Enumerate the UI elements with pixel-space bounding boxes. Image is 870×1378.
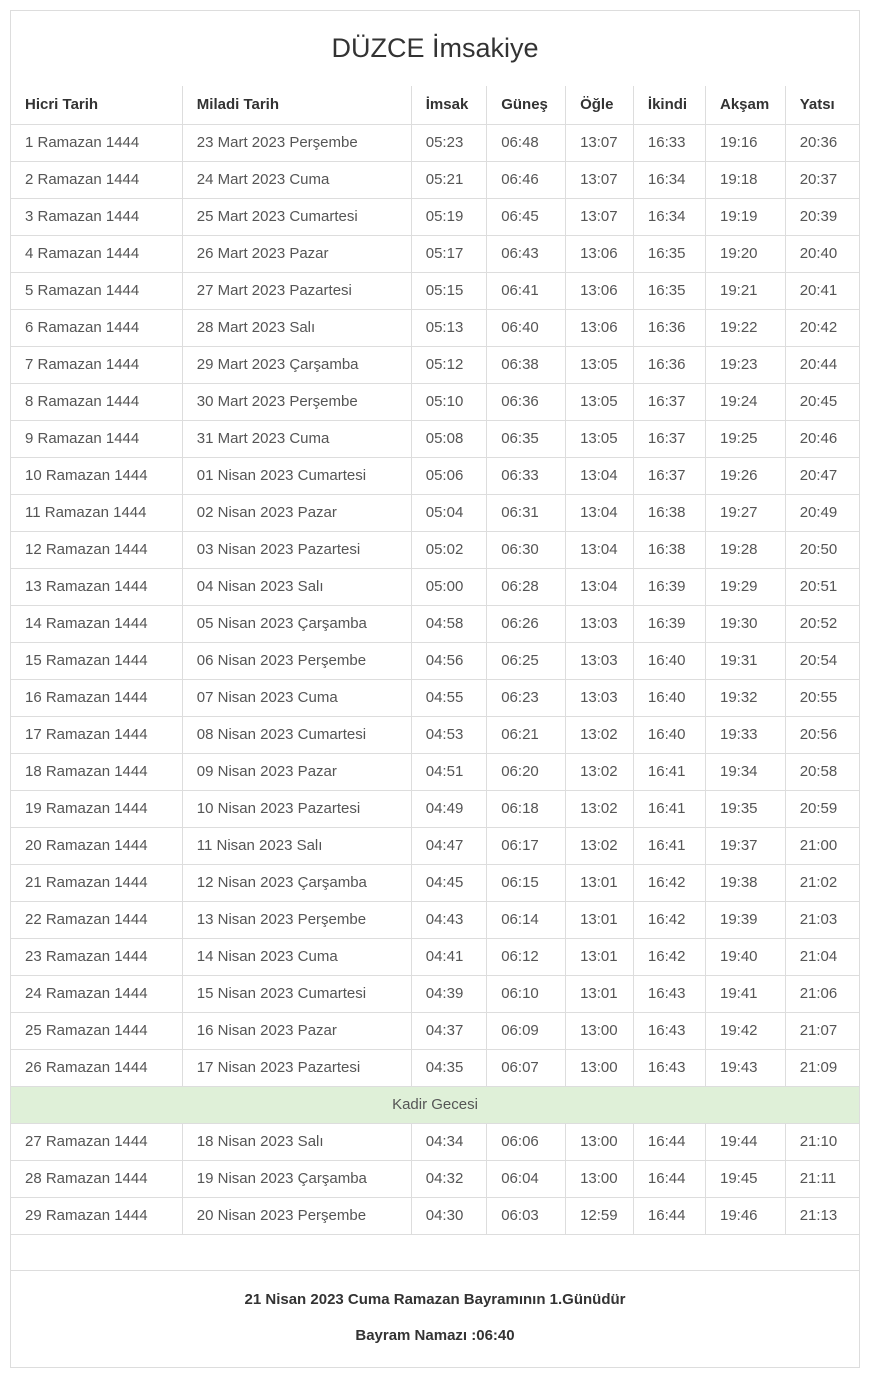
imsak-cell: 04:45: [411, 864, 486, 901]
yatsi-cell: 20:56: [785, 716, 859, 753]
ogle-cell: 13:02: [566, 790, 634, 827]
imsak-cell: 05:21: [411, 161, 486, 198]
ikindi-cell: 16:44: [633, 1197, 705, 1234]
ikindi-cell: 16:37: [633, 383, 705, 420]
table-row: [11, 420, 859, 457]
bayram-namazi-time: Bayram Namazı :06:40: [355, 1327, 515, 1344]
miladi-cell: 20 Nisan 2023 Perşembe: [182, 1197, 411, 1234]
gunes-cell: 06:48: [487, 124, 566, 161]
table-row: [11, 457, 859, 494]
column-header-ogle: Öğle: [566, 86, 634, 124]
gunes-cell: 06:30: [487, 531, 566, 568]
header-row: [11, 86, 859, 124]
ikindi-cell: 16:44: [633, 1160, 705, 1197]
gunes-cell: 06:10: [487, 975, 566, 1012]
miladi-cell: 26 Mart 2023 Pazar: [182, 235, 411, 272]
yatsi-cell: 20:59: [785, 790, 859, 827]
ogle-cell: 13:06: [566, 309, 634, 346]
aksam-cell: 19:16: [705, 124, 785, 161]
yatsi-cell: 21:11: [785, 1160, 859, 1197]
column-header-hicri-tarih: Hicri Tarih: [11, 86, 182, 124]
aksam-cell: 19:44: [705, 1123, 785, 1160]
hicri-cell: 16 Ramazan 1444: [11, 679, 182, 716]
hicri-cell: 19 Ramazan 1444: [11, 790, 182, 827]
table-row: [11, 938, 859, 975]
yatsi-cell: 20:52: [785, 605, 859, 642]
ikindi-cell: 16:40: [633, 679, 705, 716]
gunes-cell: 06:31: [487, 494, 566, 531]
imsak-cell: 05:08: [411, 420, 486, 457]
imsak-cell: 04:32: [411, 1160, 486, 1197]
aksam-cell: 19:40: [705, 938, 785, 975]
table-row: [11, 161, 859, 198]
yatsi-cell: 21:02: [785, 864, 859, 901]
yatsi-cell: 20:45: [785, 383, 859, 420]
ikindi-cell: 16:42: [633, 864, 705, 901]
imsak-cell: 04:58: [411, 605, 486, 642]
yatsi-cell: 20:44: [785, 346, 859, 383]
miladi-cell: 28 Mart 2023 Salı: [182, 309, 411, 346]
ikindi-cell: 16:39: [633, 605, 705, 642]
gunes-cell: 06:12: [487, 938, 566, 975]
aksam-cell: 19:26: [705, 457, 785, 494]
ogle-cell: 13:04: [566, 457, 634, 494]
column-header-imsak: İmsak: [411, 86, 486, 124]
ogle-cell: 13:06: [566, 235, 634, 272]
miladi-cell: 03 Nisan 2023 Pazartesi: [182, 531, 411, 568]
gunes-cell: 06:35: [487, 420, 566, 457]
ogle-cell: 13:02: [566, 827, 634, 864]
hicri-cell: 23 Ramazan 1444: [11, 938, 182, 975]
miladi-cell: 02 Nisan 2023 Pazar: [182, 494, 411, 531]
table-row: [11, 679, 859, 716]
gunes-cell: 06:40: [487, 309, 566, 346]
aksam-cell: 19:29: [705, 568, 785, 605]
imsak-cell: 04:34: [411, 1123, 486, 1160]
table-row: [11, 124, 859, 161]
table-row: [11, 272, 859, 309]
yatsi-cell: 21:13: [785, 1197, 859, 1234]
table-row: [11, 1012, 859, 1049]
ogle-cell: 13:05: [566, 383, 634, 420]
ikindi-cell: 16:43: [633, 975, 705, 1012]
miladi-cell: 13 Nisan 2023 Perşembe: [182, 901, 411, 938]
yatsi-cell: 20:47: [785, 457, 859, 494]
table-row: [11, 346, 859, 383]
miladi-cell: 08 Nisan 2023 Cumartesi: [182, 716, 411, 753]
hicri-cell: 29 Ramazan 1444: [11, 1197, 182, 1234]
imsak-cell: 04:39: [411, 975, 486, 1012]
imsak-cell: 05:23: [411, 124, 486, 161]
yatsi-cell: 20:50: [785, 531, 859, 568]
aksam-cell: 19:43: [705, 1049, 785, 1086]
ikindi-cell: 16:41: [633, 790, 705, 827]
column-header-yatsi: Yatsı: [785, 86, 859, 124]
ogle-cell: 13:07: [566, 198, 634, 235]
ogle-cell: 13:02: [566, 753, 634, 790]
yatsi-cell: 20:55: [785, 679, 859, 716]
table-row: [11, 1160, 859, 1197]
ikindi-cell: 16:40: [633, 642, 705, 679]
hicri-cell: 21 Ramazan 1444: [11, 864, 182, 901]
hicri-cell: 28 Ramazan 1444: [11, 1160, 182, 1197]
gunes-cell: 06:09: [487, 1012, 566, 1049]
imsak-cell: 05:17: [411, 235, 486, 272]
ikindi-cell: 16:42: [633, 938, 705, 975]
miladi-cell: 17 Nisan 2023 Pazartesi: [182, 1049, 411, 1086]
column-header-aksam: Akşam: [705, 86, 785, 124]
table-row: [11, 568, 859, 605]
gunes-cell: 06:45: [487, 198, 566, 235]
ikindi-cell: 16:38: [633, 494, 705, 531]
ogle-cell: 13:03: [566, 642, 634, 679]
hicri-cell: 15 Ramazan 1444: [11, 642, 182, 679]
hicri-cell: 7 Ramazan 1444: [11, 346, 182, 383]
footer-note: [11, 1270, 859, 1367]
hicri-cell: 4 Ramazan 1444: [11, 235, 182, 272]
imsak-cell: 05:12: [411, 346, 486, 383]
miladi-cell: 11 Nisan 2023 Salı: [182, 827, 411, 864]
ikindi-cell: 16:35: [633, 272, 705, 309]
ikindi-cell: 16:34: [633, 161, 705, 198]
yatsi-cell: 20:36: [785, 124, 859, 161]
gunes-cell: 06:41: [487, 272, 566, 309]
ikindi-cell: 16:43: [633, 1049, 705, 1086]
miladi-cell: 15 Nisan 2023 Cumartesi: [182, 975, 411, 1012]
hicri-cell: 12 Ramazan 1444: [11, 531, 182, 568]
yatsi-cell: 20:54: [785, 642, 859, 679]
gunes-cell: 06:03: [487, 1197, 566, 1234]
miladi-cell: 24 Mart 2023 Cuma: [182, 161, 411, 198]
table-row: [11, 1049, 859, 1086]
gunes-cell: 06:04: [487, 1160, 566, 1197]
imsak-cell: 04:51: [411, 753, 486, 790]
gunes-cell: 06:33: [487, 457, 566, 494]
hicri-cell: 11 Ramazan 1444: [11, 494, 182, 531]
ogle-cell: 13:03: [566, 605, 634, 642]
aksam-cell: 19:42: [705, 1012, 785, 1049]
ogle-cell: 13:01: [566, 901, 634, 938]
ikindi-cell: 16:38: [633, 531, 705, 568]
imsakiye-card: [10, 10, 860, 1368]
gunes-cell: 06:43: [487, 235, 566, 272]
column-header-miladi-tarih: Miladi Tarih: [182, 86, 411, 124]
ogle-cell: 13:05: [566, 346, 634, 383]
imsak-cell: 05:19: [411, 198, 486, 235]
miladi-cell: 14 Nisan 2023 Cuma: [182, 938, 411, 975]
yatsi-cell: 20:41: [785, 272, 859, 309]
table-row: [11, 642, 859, 679]
imsak-cell: 04:49: [411, 790, 486, 827]
miladi-cell: 30 Mart 2023 Perşembe: [182, 383, 411, 420]
imsak-cell: 04:56: [411, 642, 486, 679]
yatsi-cell: 20:49: [785, 494, 859, 531]
page-title: DÜZCE İmsakiye: [331, 33, 539, 63]
miladi-cell: 04 Nisan 2023 Salı: [182, 568, 411, 605]
kadir-gecesi-row: [11, 1086, 859, 1123]
yatsi-cell: 20:46: [785, 420, 859, 457]
imsak-cell: 04:41: [411, 938, 486, 975]
ikindi-cell: 16:35: [633, 235, 705, 272]
hicri-cell: 1 Ramazan 1444: [11, 124, 182, 161]
hicri-cell: 24 Ramazan 1444: [11, 975, 182, 1012]
yatsi-cell: 20:39: [785, 198, 859, 235]
yatsi-cell: 21:10: [785, 1123, 859, 1160]
imsak-cell: 05:13: [411, 309, 486, 346]
aksam-cell: 19:25: [705, 420, 785, 457]
ikindi-cell: 16:37: [633, 457, 705, 494]
aksam-cell: 19:39: [705, 901, 785, 938]
table-row: [11, 716, 859, 753]
hicri-cell: 25 Ramazan 1444: [11, 1012, 182, 1049]
yatsi-cell: 21:06: [785, 975, 859, 1012]
gunes-cell: 06:23: [487, 679, 566, 716]
hicri-cell: 17 Ramazan 1444: [11, 716, 182, 753]
aksam-cell: 19:32: [705, 679, 785, 716]
aksam-cell: 19:45: [705, 1160, 785, 1197]
gunes-cell: 06:06: [487, 1123, 566, 1160]
ogle-cell: 13:00: [566, 1160, 634, 1197]
imsak-cell: 04:30: [411, 1197, 486, 1234]
ogle-cell: 13:00: [566, 1049, 634, 1086]
hicri-cell: 10 Ramazan 1444: [11, 457, 182, 494]
table-header: [11, 86, 859, 124]
ogle-cell: 13:01: [566, 975, 634, 1012]
miladi-cell: 01 Nisan 2023 Cumartesi: [182, 457, 411, 494]
gunes-cell: 06:21: [487, 716, 566, 753]
ikindi-cell: 16:41: [633, 827, 705, 864]
ikindi-cell: 16:44: [633, 1123, 705, 1160]
yatsi-cell: 21:03: [785, 901, 859, 938]
prayer-times-table: [11, 86, 859, 1270]
aksam-cell: 19:37: [705, 827, 785, 864]
ogle-cell: 13:03: [566, 679, 634, 716]
imsak-cell: 04:35: [411, 1049, 486, 1086]
column-header-ikindi: İkindi: [633, 86, 705, 124]
aksam-cell: 19:38: [705, 864, 785, 901]
column-header-gunes: Güneş: [487, 86, 566, 124]
hicri-cell: 2 Ramazan 1444: [11, 161, 182, 198]
ikindi-cell: 16:40: [633, 716, 705, 753]
miladi-cell: 19 Nisan 2023 Çarşamba: [182, 1160, 411, 1197]
hicri-cell: 27 Ramazan 1444: [11, 1123, 182, 1160]
aksam-cell: 19:19: [705, 198, 785, 235]
imsak-cell: 04:37: [411, 1012, 486, 1049]
aksam-cell: 19:41: [705, 975, 785, 1012]
table-row: [11, 309, 859, 346]
ogle-cell: 13:07: [566, 161, 634, 198]
table-row: [11, 1123, 859, 1160]
table-row: [11, 753, 859, 790]
hicri-cell: 18 Ramazan 1444: [11, 753, 182, 790]
miladi-cell: 23 Mart 2023 Perşembe: [182, 124, 411, 161]
imsak-cell: 04:53: [411, 716, 486, 753]
aksam-cell: 19:24: [705, 383, 785, 420]
miladi-cell: 07 Nisan 2023 Cuma: [182, 679, 411, 716]
gunes-cell: 06:15: [487, 864, 566, 901]
table-row: [11, 605, 859, 642]
spacer-cell: [11, 1234, 859, 1270]
ikindi-cell: 16:37: [633, 420, 705, 457]
gunes-cell: 06:46: [487, 161, 566, 198]
aksam-cell: 19:33: [705, 716, 785, 753]
aksam-cell: 19:34: [705, 753, 785, 790]
table-row: [11, 975, 859, 1012]
yatsi-cell: 20:58: [785, 753, 859, 790]
miladi-cell: 06 Nisan 2023 Perşembe: [182, 642, 411, 679]
table-row: [11, 494, 859, 531]
ogle-cell: 13:01: [566, 938, 634, 975]
gunes-cell: 06:38: [487, 346, 566, 383]
ikindi-cell: 16:42: [633, 901, 705, 938]
yatsi-cell: 20:40: [785, 235, 859, 272]
yatsi-cell: 21:04: [785, 938, 859, 975]
imsak-cell: 05:00: [411, 568, 486, 605]
hicri-cell: 3 Ramazan 1444: [11, 198, 182, 235]
ikindi-cell: 16:36: [633, 309, 705, 346]
imsak-cell: 05:02: [411, 531, 486, 568]
hicri-cell: 22 Ramazan 1444: [11, 901, 182, 938]
hicri-cell: 9 Ramazan 1444: [11, 420, 182, 457]
yatsi-cell: 20:51: [785, 568, 859, 605]
aksam-cell: 19:31: [705, 642, 785, 679]
imsak-cell: 04:47: [411, 827, 486, 864]
miladi-cell: 18 Nisan 2023 Salı: [182, 1123, 411, 1160]
miladi-cell: 16 Nisan 2023 Pazar: [182, 1012, 411, 1049]
miladi-cell: 27 Mart 2023 Pazartesi: [182, 272, 411, 309]
gunes-cell: 06:18: [487, 790, 566, 827]
ogle-cell: 13:00: [566, 1123, 634, 1160]
table-row: [11, 901, 859, 938]
miladi-cell: 31 Mart 2023 Cuma: [182, 420, 411, 457]
ikindi-cell: 16:34: [633, 198, 705, 235]
table-row: [11, 864, 859, 901]
hicri-cell: 13 Ramazan 1444: [11, 568, 182, 605]
hicri-cell: 6 Ramazan 1444: [11, 309, 182, 346]
miladi-cell: 09 Nisan 2023 Pazar: [182, 753, 411, 790]
ogle-cell: 13:07: [566, 124, 634, 161]
hicri-cell: 26 Ramazan 1444: [11, 1049, 182, 1086]
gunes-cell: 06:28: [487, 568, 566, 605]
ogle-cell: 13:05: [566, 420, 634, 457]
miladi-cell: 05 Nisan 2023 Çarşamba: [182, 605, 411, 642]
aksam-cell: 19:18: [705, 161, 785, 198]
kadir-gecesi-label: Kadir Gecesi: [11, 1086, 859, 1123]
table-row: [11, 827, 859, 864]
aksam-cell: 19:30: [705, 605, 785, 642]
hicri-cell: 14 Ramazan 1444: [11, 605, 182, 642]
aksam-cell: 19:22: [705, 309, 785, 346]
ikindi-cell: 16:33: [633, 124, 705, 161]
imsak-cell: 05:06: [411, 457, 486, 494]
gunes-cell: 06:17: [487, 827, 566, 864]
ogle-cell: 13:04: [566, 494, 634, 531]
aksam-cell: 19:28: [705, 531, 785, 568]
miladi-cell: 10 Nisan 2023 Pazartesi: [182, 790, 411, 827]
hicri-cell: 5 Ramazan 1444: [11, 272, 182, 309]
ikindi-cell: 16:36: [633, 346, 705, 383]
ikindi-cell: 16:41: [633, 753, 705, 790]
miladi-cell: 12 Nisan 2023 Çarşamba: [182, 864, 411, 901]
table-row: [11, 235, 859, 272]
imsak-cell: 05:10: [411, 383, 486, 420]
table-body: [11, 124, 859, 1270]
ogle-cell: 12:59: [566, 1197, 634, 1234]
yatsi-cell: 21:09: [785, 1049, 859, 1086]
table-row: [11, 383, 859, 420]
bayram-day-note: 21 Nisan 2023 Cuma Ramazan Bayramının 1.Günüdür: [244, 1291, 626, 1308]
table-row: [11, 198, 859, 235]
table-row: [11, 790, 859, 827]
aksam-cell: 19:23: [705, 346, 785, 383]
hicri-cell: 8 Ramazan 1444: [11, 383, 182, 420]
ogle-cell: 13:01: [566, 864, 634, 901]
aksam-cell: 19:46: [705, 1197, 785, 1234]
imsak-cell: 04:43: [411, 901, 486, 938]
ikindi-cell: 16:43: [633, 1012, 705, 1049]
ogle-cell: 13:06: [566, 272, 634, 309]
ikindi-cell: 16:39: [633, 568, 705, 605]
imsak-cell: 05:04: [411, 494, 486, 531]
spacer-row: [11, 1234, 859, 1270]
gunes-cell: 06:14: [487, 901, 566, 938]
aksam-cell: 19:21: [705, 272, 785, 309]
gunes-cell: 06:36: [487, 383, 566, 420]
yatsi-cell: 21:07: [785, 1012, 859, 1049]
yatsi-cell: 21:00: [785, 827, 859, 864]
gunes-cell: 06:20: [487, 753, 566, 790]
miladi-cell: 25 Mart 2023 Cumartesi: [182, 198, 411, 235]
imsak-cell: 04:55: [411, 679, 486, 716]
ogle-cell: 13:04: [566, 531, 634, 568]
hicri-cell: 20 Ramazan 1444: [11, 827, 182, 864]
aksam-cell: 19:27: [705, 494, 785, 531]
aksam-cell: 19:35: [705, 790, 785, 827]
imsak-cell: 05:15: [411, 272, 486, 309]
table-row: [11, 531, 859, 568]
gunes-cell: 06:25: [487, 642, 566, 679]
table-row: [11, 1197, 859, 1234]
ogle-cell: 13:02: [566, 716, 634, 753]
aksam-cell: 19:20: [705, 235, 785, 272]
ogle-cell: 13:00: [566, 1012, 634, 1049]
miladi-cell: 29 Mart 2023 Çarşamba: [182, 346, 411, 383]
ogle-cell: 13:04: [566, 568, 634, 605]
gunes-cell: 06:07: [487, 1049, 566, 1086]
yatsi-cell: 20:42: [785, 309, 859, 346]
gunes-cell: 06:26: [487, 605, 566, 642]
yatsi-cell: 20:37: [785, 161, 859, 198]
